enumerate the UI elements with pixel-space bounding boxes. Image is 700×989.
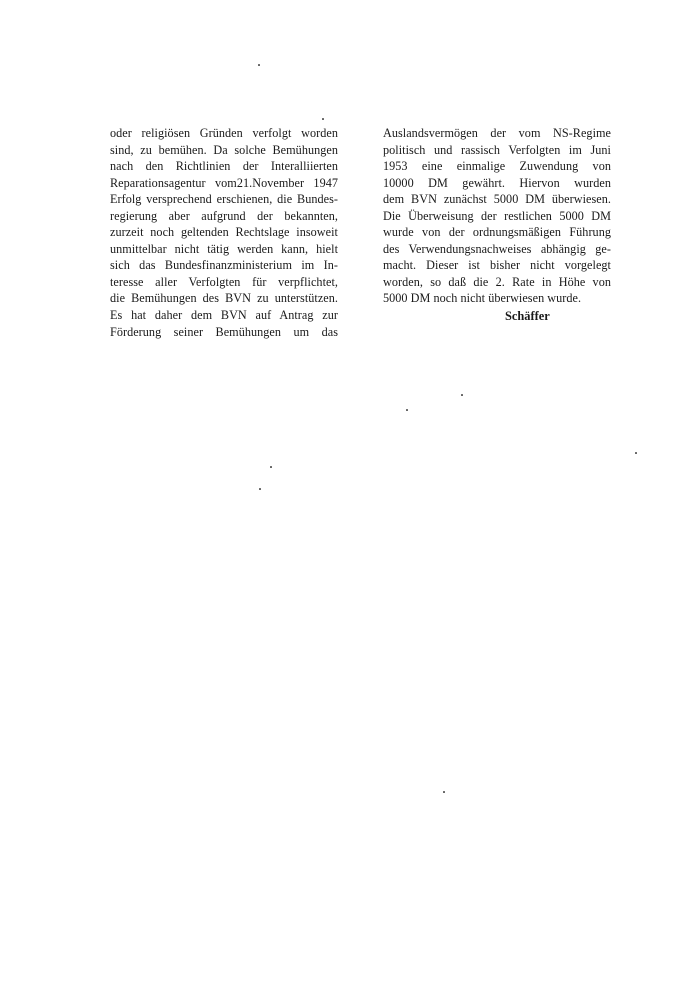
- text-line: politisch und rassisch Verfolgten im Juni: [383, 142, 611, 157]
- text-line: dem BVN zunächst 5000 DM überwiesen.: [383, 192, 611, 207]
- scan-speck: [406, 409, 408, 411]
- scan-speck: [443, 791, 445, 793]
- text-line: Erfolg versprechend erschienen, die Bundes-: [110, 192, 338, 207]
- text-line: Reparationsagentur vom21.November 1947: [110, 175, 338, 190]
- text-line: sich das Bundesfinanzministerium im In-: [110, 258, 338, 273]
- text-line: Die Überweisung der restlichen 5000 DM: [383, 208, 611, 223]
- text-line: 1953 eine einmalige Zuwendung von: [383, 159, 611, 174]
- text-line: Förderung seiner Bemühungen um das: [110, 324, 338, 339]
- text-line: unmittelbar nicht tätig werden kann, hielt: [110, 241, 338, 256]
- text-line: Es hat daher dem BVN auf Antrag zur: [110, 308, 338, 323]
- text-line: wurde von der ordnungsmäßigen Führung: [383, 225, 611, 240]
- scan-speck: [270, 466, 272, 468]
- left-text-column: [110, 125, 338, 340]
- scan-speck: [635, 452, 637, 454]
- text-line: teresse aller Verfolgten für verpflichtet,: [110, 274, 338, 289]
- right-text-column: [383, 125, 611, 307]
- text-line: Auslandsvermögen der vom NS-Regime: [383, 126, 611, 140]
- text-line: des Verwendungsnachweises abhängig ge-: [383, 241, 611, 256]
- text-line: zurzeit noch geltenden Rechtslage insoweit: [110, 225, 338, 240]
- text-line: regierung aber aufgrund der bekannten,: [110, 208, 338, 223]
- signature: Schäffer: [505, 309, 550, 323]
- text-line: die Bemühungen des BVN zu unterstützen.: [110, 291, 338, 306]
- text-line: nach den Richtlinien der Interalliierten: [110, 159, 338, 174]
- text-line: oder religiösen Gründen verfolgt worden: [110, 126, 338, 140]
- text-line: worden, so daß die 2. Rate in Höhe von: [383, 274, 611, 289]
- scan-speck: [461, 394, 463, 396]
- text-line: macht. Dieser ist bisher nicht vorgelegt: [383, 258, 611, 273]
- scan-speck: [322, 118, 324, 120]
- text-line: 10000 DM gewährt. Hiervon wurden: [383, 175, 611, 190]
- text-line: sind, zu bemühen. Da solche Bemühungen: [110, 142, 338, 157]
- text-line: 5000 DM noch nicht überwiesen wurde.: [383, 291, 582, 306]
- scan-speck: [259, 488, 261, 490]
- scan-speck: [258, 64, 260, 66]
